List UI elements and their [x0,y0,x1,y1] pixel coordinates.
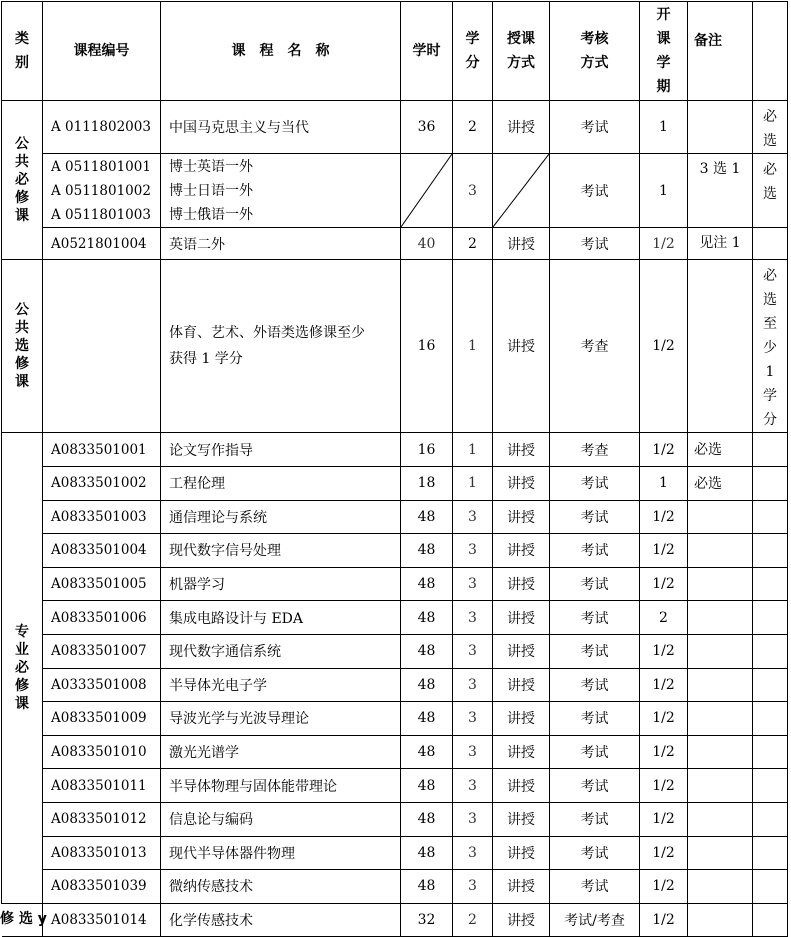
course-note [688,802,753,836]
course-note [688,668,753,702]
course-right-note [753,567,788,601]
course-hours: 40 [401,228,453,260]
table-row [2,534,788,568]
table-row [2,433,788,467]
course-right-note: 必 选 至 少 1 学 分 [753,260,788,433]
course-teaching: 讲授 [493,433,550,467]
header-remark: 备注 [688,2,753,101]
course-name: 体育、艺术、外语类选修课至少 获得 1 学分 [161,260,401,433]
course-exam: 考试 [550,634,640,668]
course-teaching: 讲授 [493,601,550,635]
diagonal-slash-icon [493,154,549,227]
table-row [2,769,788,803]
course-hours: 48 [401,802,453,836]
course-name: 机器学习 [161,567,401,601]
course-credits: 3 [453,500,493,534]
course-credits: 3 [453,567,493,601]
course-name: 工程伦理 [161,467,401,501]
course-hours: 48 [401,836,453,870]
course-right-note [753,228,788,260]
course-hours: 48 [401,735,453,769]
course-credits: 3 [453,735,493,769]
course-right-note [753,534,788,568]
course-right-note [753,433,788,467]
course-semester: 1/2 [640,870,688,904]
course-credits: 1 [453,260,493,433]
course-hours: 48 [401,668,453,702]
course-teaching: 讲授 [493,567,550,601]
course-name: 英语二外 [161,228,401,260]
course-teaching: 讲授 [493,534,550,568]
course-name: 信息论与编码 [161,802,401,836]
course-hours: 48 [401,601,453,635]
bottom-category-fragment: 修 选 y [0,911,47,927]
course-hours: 48 [401,769,453,803]
hours-diagonal-cell [401,154,453,228]
course-code: A0833501012 [43,802,161,836]
course-code: A0521801004 [43,228,161,260]
course-code: A0833501011 [43,769,161,803]
course-exam: 考查 [550,260,640,433]
course-credits: 2 [453,903,493,937]
course-right-note [753,634,788,668]
course-semester: 1/2 [640,836,688,870]
course-code: A0833501014 [43,903,161,937]
course-right-note [753,769,788,803]
course-name-group: 博士英语一外 博士日语一外 博士俄语一外 [161,154,401,228]
course-teaching: 讲授 [493,702,550,736]
course-code [43,260,161,433]
course-code: A0833501001 [43,433,161,467]
course-name: 集成电路设计与 EDA [161,601,401,635]
course-semester: 1/2 [640,769,688,803]
course-name: 现代数字通信系统 [161,634,401,668]
course-credits: 3 [453,154,493,228]
table-row [2,228,788,260]
header-credits: 学 分 [453,2,493,101]
course-teaching: 讲授 [493,769,550,803]
course-code-group: A 0511801001 A 0511801002 A 0511801003 [43,154,161,228]
course-credits: 3 [453,802,493,836]
course-code: A0833501039 [43,870,161,904]
header-hours: 学时 [401,2,453,101]
course-name: 中国马克思主义与当代 [161,101,401,154]
course-hours: 48 [401,567,453,601]
table-row [2,567,788,601]
course-note: 必选 [688,433,753,467]
course-semester: 1/2 [640,260,688,433]
course-credits: 3 [453,534,493,568]
course-credits: 3 [453,870,493,904]
course-code: A0833501005 [43,567,161,601]
table-row [2,467,788,501]
course-exam: 考试 [550,567,640,601]
course-note [688,500,753,534]
course-credits: 3 [453,601,493,635]
course-right-note: 必 选 [753,154,788,228]
course-credits: 1 [453,467,493,501]
course-table [1,1,788,937]
course-credits: 3 [453,702,493,736]
course-semester: 1/2 [640,802,688,836]
course-name: 激光光谱学 [161,735,401,769]
course-right-note [753,802,788,836]
course-code: A0833501010 [43,735,161,769]
course-name: 论文写作指导 [161,433,401,467]
course-semester: 1/2 [640,228,688,260]
table-row [2,154,788,228]
table-row [2,601,788,635]
course-teaching: 讲授 [493,101,550,154]
course-credits: 3 [453,668,493,702]
course-name: 现代数字信号处理 [161,534,401,568]
course-right-note [753,500,788,534]
course-exam: 考试 [550,228,640,260]
course-semester: 1/2 [640,702,688,736]
course-name: 半导体光电子学 [161,668,401,702]
course-semester: 1/2 [640,668,688,702]
course-credits: 3 [453,836,493,870]
table-row [2,702,788,736]
major-required-body [2,433,788,937]
course-teaching: 讲授 [493,870,550,904]
header-category: 类 别 [2,2,43,101]
table-row [2,260,788,433]
course-semester: 2 [640,601,688,635]
course-right-note [753,668,788,702]
course-note [688,101,753,154]
course-right-note [753,702,788,736]
course-note [688,702,753,736]
course-semester: 1/2 [640,735,688,769]
course-exam: 考试 [550,601,640,635]
category-major-required: 专 业 必 修 课 [2,433,43,904]
course-note [688,735,753,769]
course-right-note [753,467,788,501]
course-credits: 1 [453,433,493,467]
table-row [2,735,788,769]
course-exam: 考试 [550,802,640,836]
course-hours: 16 [401,433,453,467]
teaching-diagonal-cell [493,154,550,228]
course-note [688,903,753,937]
course-note [688,634,753,668]
course-teaching: 讲授 [493,735,550,769]
course-note [688,769,753,803]
course-exam: 考试/考查 [550,903,640,937]
header-blank [753,2,788,101]
course-right-note [753,903,788,937]
course-note [688,870,753,904]
course-name: 导波光学与光波导理论 [161,702,401,736]
table-row [2,668,788,702]
course-semester: 1/2 [640,903,688,937]
table-row [2,101,788,154]
header-name: 课 程 名 称 [161,2,401,101]
table-row [2,870,788,904]
course-note [688,534,753,568]
header-exam: 考核 方式 [550,2,640,101]
header-semester: 开 课 学 期 [640,2,688,101]
table-row [2,802,788,836]
course-right-note [753,870,788,904]
course-exam: 考试 [550,735,640,769]
course-hours: 48 [401,534,453,568]
course-code: A0833501006 [43,601,161,635]
table-row [2,836,788,870]
course-hours: 48 [401,702,453,736]
course-note: 见注 1 [688,228,753,260]
course-credits: 3 [453,634,493,668]
course-code: A0833501002 [43,467,161,501]
course-hours: 48 [401,500,453,534]
course-semester: 1 [640,101,688,154]
course-name: 现代半导体器件物理 [161,836,401,870]
course-teaching: 讲授 [493,836,550,870]
course-exam: 考查 [550,433,640,467]
course-teaching: 讲授 [493,467,550,501]
course-exam: 考试 [550,154,640,228]
course-teaching: 讲授 [493,634,550,668]
course-hours: 32 [401,903,453,937]
header-row [2,2,788,101]
course-note: 必选 [688,467,753,501]
course-name: 通信理论与系统 [161,500,401,534]
course-hours: 48 [401,634,453,668]
header-teaching: 授课 方式 [493,2,550,101]
course-note: 3 选 1 [688,154,753,228]
table-row [2,903,788,937]
course-code: A0833501004 [43,534,161,568]
course-code: A0833501007 [43,634,161,668]
course-note [688,567,753,601]
course-exam: 考试 [550,769,640,803]
course-note [688,836,753,870]
course-teaching: 讲授 [493,228,550,260]
course-code: A0833501003 [43,500,161,534]
course-teaching: 讲授 [493,260,550,433]
course-name: 化学传感技术 [161,903,401,937]
header-code: 课程编号 [43,2,161,101]
course-right-note [753,836,788,870]
course-exam: 考试 [550,500,640,534]
course-hours: 18 [401,467,453,501]
diagonal-slash-icon [401,154,452,227]
course-code: A0833501013 [43,836,161,870]
course-note [688,601,753,635]
course-exam: 考试 [550,534,640,568]
table-row [2,500,788,534]
course-teaching: 讲授 [493,668,550,702]
course-teaching: 讲授 [493,903,550,937]
course-exam: 考试 [550,870,640,904]
course-semester: 1 [640,467,688,501]
course-credits: 3 [453,769,493,803]
category-public-elective: 公 共 选 修 课 [2,260,43,433]
course-exam: 考试 [550,467,640,501]
course-hours: 36 [401,101,453,154]
course-semester: 1/2 [640,433,688,467]
course-semester: 1/2 [640,500,688,534]
course-semester: 1/2 [640,634,688,668]
course-note [688,260,753,433]
course-code: A0833501009 [43,702,161,736]
course-hours: 16 [401,260,453,433]
course-exam: 考试 [550,702,640,736]
course-code: A 0111802003 [43,101,161,154]
course-teaching: 讲授 [493,802,550,836]
course-teaching: 讲授 [493,500,550,534]
course-exam: 考试 [550,668,640,702]
course-name: 半导体物理与固体能带理论 [161,769,401,803]
course-exam: 考试 [550,836,640,870]
course-semester: 1 [640,154,688,228]
course-code: A0333501008 [43,668,161,702]
course-credits: 2 [453,228,493,260]
course-right-note [753,601,788,635]
course-hours: 48 [401,870,453,904]
course-name: 微纳传感技术 [161,870,401,904]
category-public-required: 公 共 必 修 课 [2,101,43,260]
course-credits: 2 [453,101,493,154]
course-right-note: 必 选 [753,101,788,154]
course-semester: 1/2 [640,567,688,601]
course-semester: 1/2 [640,534,688,568]
course-exam: 考试 [550,101,640,154]
course-right-note [753,735,788,769]
table-row [2,634,788,668]
